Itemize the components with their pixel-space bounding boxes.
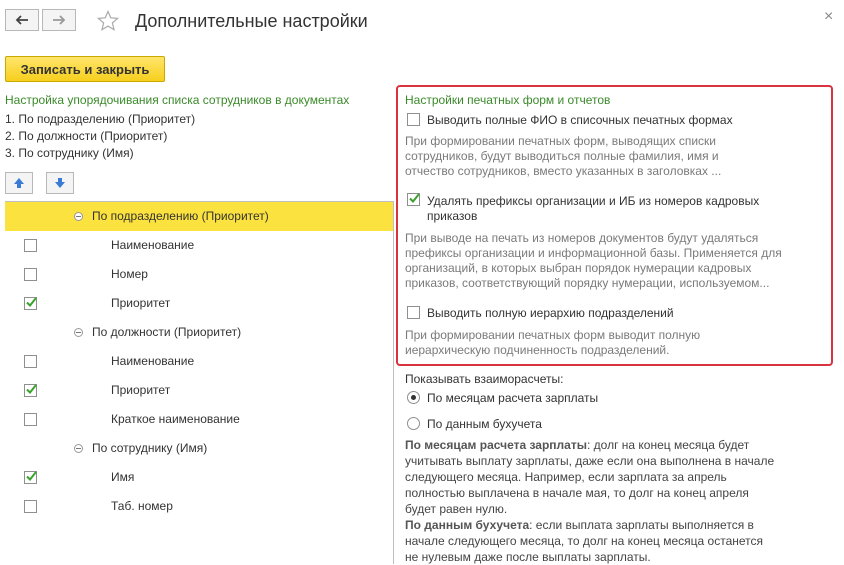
sort-fields-tree bbox=[5, 201, 394, 564]
sort-order-line: 3. По сотруднику (Имя) bbox=[5, 146, 134, 160]
tree-item-label: Таб. номер bbox=[111, 499, 173, 513]
print-settings-heading: Настройки печатных форм и отчетов bbox=[405, 93, 611, 107]
tree-group-row[interactable] bbox=[5, 434, 393, 463]
remove-prefixes-option-label[interactable]: Удалять префиксы организации и ИБ из номеров кадровых bbox=[427, 194, 760, 208]
tree-item-row[interactable] bbox=[5, 405, 393, 434]
checkmark-icon bbox=[25, 470, 38, 483]
tree-item-row[interactable] bbox=[5, 289, 393, 318]
settlements-by-accounting-label[interactable]: По данным бухучета bbox=[427, 417, 542, 431]
tree-item-row[interactable] bbox=[5, 463, 393, 492]
tree-item-label: Приоритет bbox=[111, 296, 171, 310]
tree-item-label: Наименование bbox=[111, 238, 195, 252]
remove-prefixes-option-label-line2[interactable]: приказов bbox=[427, 209, 478, 223]
back-button[interactable] bbox=[5, 9, 39, 31]
settlements-label: Показывать взаиморасчеты: bbox=[405, 372, 564, 386]
tree-group-row[interactable] bbox=[5, 318, 393, 347]
full-name-checkbox[interactable] bbox=[407, 113, 420, 126]
tree-item-checkbox[interactable] bbox=[24, 355, 37, 368]
collapse-icon[interactable] bbox=[74, 212, 83, 221]
remove-prefixes-checkbox[interactable] bbox=[407, 193, 420, 206]
forward-arrow-icon bbox=[52, 15, 66, 25]
full-hierarchy-option-label[interactable]: Выводить полную иерархию подразделений bbox=[427, 306, 674, 320]
back-arrow-icon bbox=[15, 15, 29, 25]
full-name-description: При формировании печатных форм, выводящих списки сотрудников, будут выводиться полные фамилия, имя и отчество сотрудников, вместо указанных в заголовках ... bbox=[405, 134, 722, 178]
checkmark-icon bbox=[25, 383, 38, 396]
sort-order-line: 2. По должности (Приоритет) bbox=[5, 129, 168, 143]
tree-group-label: По сотруднику (Имя) bbox=[92, 441, 208, 455]
tree-item-row[interactable] bbox=[5, 376, 393, 405]
tree-group-label: По подразделению (Приоритет) bbox=[92, 209, 269, 223]
tree-item-checkbox[interactable] bbox=[24, 413, 37, 426]
move-up-button[interactable] bbox=[5, 172, 33, 194]
tree-item-checkbox[interactable] bbox=[24, 239, 37, 252]
settlements-by-months-label[interactable]: По месяцам расчета зарплаты bbox=[427, 391, 599, 405]
settlements-by-months-radio[interactable] bbox=[407, 391, 420, 404]
tree-item-label: Имя bbox=[111, 470, 135, 484]
checkmark-icon bbox=[408, 192, 421, 205]
tree-item-row[interactable] bbox=[5, 347, 393, 376]
full-hierarchy-checkbox[interactable] bbox=[407, 306, 420, 319]
tree-item-label: Наименование bbox=[111, 354, 195, 368]
close-icon[interactable]: × bbox=[824, 8, 834, 25]
full-name-option-label[interactable]: Выводить полные ФИО в списочных печатных формах bbox=[427, 113, 733, 127]
tree-item-checkbox[interactable] bbox=[24, 500, 37, 513]
sort-order-line: 1. По подразделению (Приоритет) bbox=[5, 112, 196, 126]
tree-item-label: Номер bbox=[111, 267, 148, 281]
tree-item-checkbox[interactable] bbox=[24, 268, 37, 281]
forward-button[interactable] bbox=[42, 9, 76, 31]
tree-group-row[interactable] bbox=[5, 202, 393, 231]
sort-settings-heading: Настройка упорядочивания списка сотрудников в документах bbox=[5, 93, 350, 107]
tree-item-row[interactable] bbox=[5, 260, 393, 289]
remove-prefixes-description: При выводе на печать из номеров документов будут удаляться префиксы организации и информационной базы. Применяется для организаций, в которых выбран порядок нумерации кадровых приказов, соответствующий порядку нумерации, используемом... bbox=[405, 231, 782, 290]
tree-group-label: По должности (Приоритет) bbox=[92, 325, 242, 339]
tree-item-label: Краткое наименование bbox=[111, 412, 240, 426]
collapse-icon[interactable] bbox=[74, 444, 83, 453]
settlements-by-accounting-radio[interactable] bbox=[407, 417, 420, 430]
move-up-icon bbox=[13, 177, 25, 189]
tree-item-checkbox[interactable] bbox=[24, 471, 37, 484]
star-icon bbox=[96, 9, 120, 33]
full-hierarchy-description: При формировании печатных форм выводит полную иерархическую подчиненность подразделений. bbox=[405, 328, 701, 357]
tree-item-checkbox[interactable] bbox=[24, 297, 37, 310]
move-down-icon bbox=[54, 177, 66, 189]
tree-item-row[interactable] bbox=[5, 231, 393, 260]
settlements-explanation: По месяцам расчета зарплаты: долг на конец месяца будет учитывать выплату зарплаты, даже если она выполнена в начале следующего месяца. Например, если зарплата за апрель полностью выплачена в начале мая, то долг на конец апреля будет равен нулю. По данным бухучета: если выплата зарплаты выполняется в начале следующего месяца, то долг на конец месяца останется не нулевым даже после выплаты зарплаты. bbox=[405, 438, 775, 564]
favorite-button[interactable] bbox=[96, 9, 120, 33]
save-and-close-button[interactable]: Записать и закрыть bbox=[5, 56, 165, 82]
print-settings-highlight bbox=[396, 85, 833, 366]
tree-item-row[interactable] bbox=[5, 492, 393, 521]
checkmark-icon bbox=[25, 296, 38, 309]
collapse-icon[interactable] bbox=[74, 328, 83, 337]
tree-item-label: Приоритет bbox=[111, 383, 171, 397]
move-down-button[interactable] bbox=[46, 172, 74, 194]
page-title: Дополнительные настройки bbox=[135, 11, 368, 31]
tree-item-checkbox[interactable] bbox=[24, 384, 37, 397]
